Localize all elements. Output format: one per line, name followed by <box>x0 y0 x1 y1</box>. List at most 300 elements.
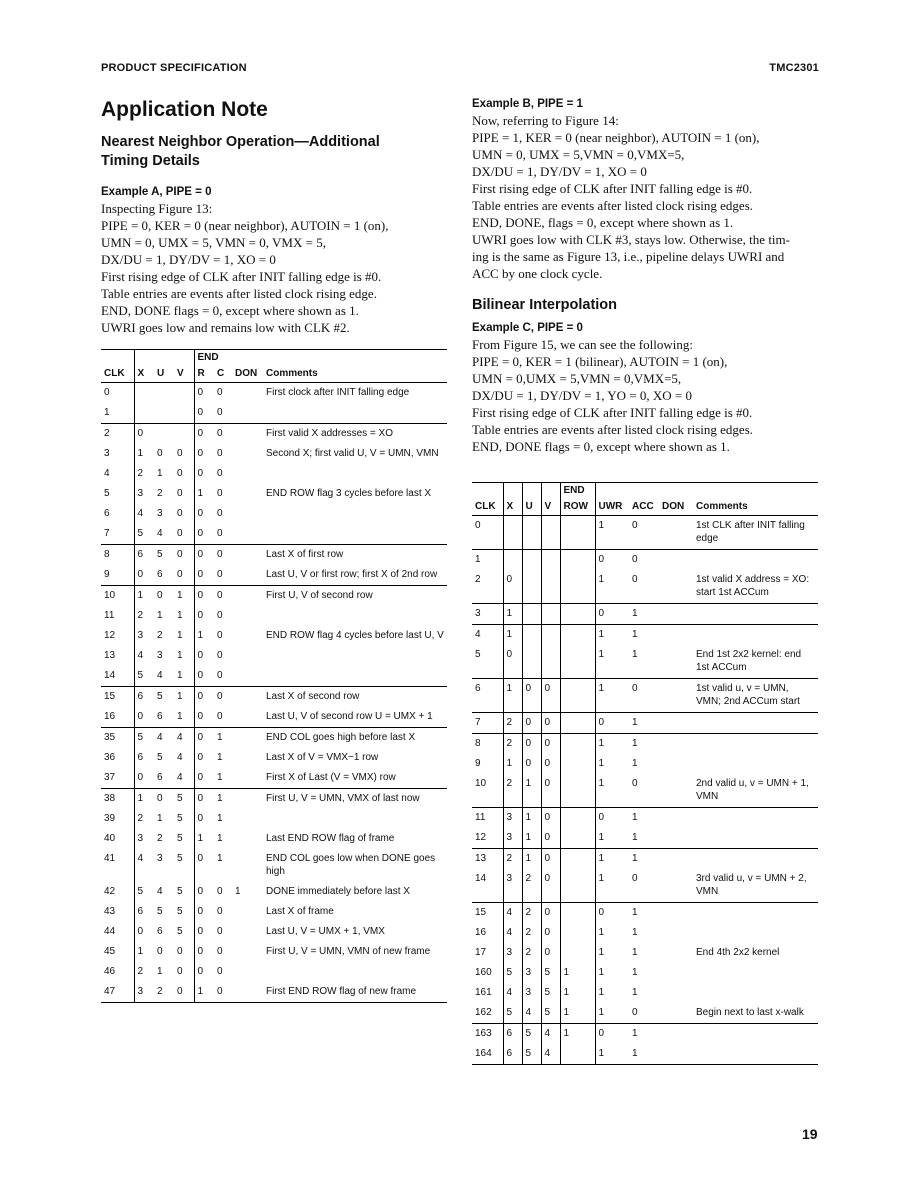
cell-x: 0 <box>134 424 154 445</box>
cell-u: 0 <box>157 946 163 957</box>
cell-u: 5 <box>522 1024 541 1045</box>
cell-comment: First U, V = UMN, VMX of last now <box>263 789 447 810</box>
column-header: ACC <box>629 499 659 516</box>
cell-u <box>522 604 541 625</box>
cell-don <box>232 768 263 789</box>
cell-comment: First clock after INIT falling edge <box>263 383 447 404</box>
cell-don <box>232 829 263 849</box>
cell-x: 6 <box>134 545 154 566</box>
cell-comment <box>693 828 818 849</box>
cell-clk: 39 <box>101 809 134 829</box>
cell-x: 0 <box>137 569 144 580</box>
cell-row: 1 <box>560 1024 595 1045</box>
cell-x: 4 <box>137 508 144 519</box>
cell-clk: 7 <box>101 524 134 545</box>
cell-don <box>659 828 693 849</box>
cell-acc: 1 <box>629 713 659 734</box>
cell-v: 0 <box>541 923 560 943</box>
cell-v: 0 <box>541 754 560 774</box>
cell-acc: 1 <box>629 734 659 755</box>
cell-comment: DONE immediately before last X <box>266 886 410 897</box>
cell-r: 0 <box>197 853 204 864</box>
table-row <box>101 922 447 942</box>
cell-acc: 1 <box>632 967 638 978</box>
cell-x: 1 <box>137 448 144 459</box>
cell-don <box>659 808 693 829</box>
cell-clk: 2 <box>472 570 503 604</box>
cell-r: 0 <box>194 687 214 708</box>
cell-comment: END COL goes high before last X <box>263 728 447 749</box>
cell-don <box>232 728 263 749</box>
cell-comment: Last END ROW flag of frame <box>266 833 395 844</box>
cell-uwr: 1 <box>595 679 629 713</box>
cell-row <box>560 923 595 943</box>
cell-u: 1 <box>522 774 541 808</box>
cell-u: 3 <box>157 853 163 864</box>
cell-v: 0 <box>174 444 194 464</box>
cell-clk: 161 <box>472 983 503 1003</box>
cell-clk: 162 <box>472 1003 503 1024</box>
example-c-heading: Example C, PIPE = 0 <box>472 322 583 334</box>
cell-comment <box>693 734 818 755</box>
cell-v: 0 <box>174 962 194 982</box>
cell-v <box>174 424 194 445</box>
cell-u: 6 <box>157 711 163 722</box>
cell-don <box>659 645 693 679</box>
cell-uwr: 1 <box>595 516 629 550</box>
column-header: U <box>522 499 541 516</box>
cell-r: 0 <box>194 424 214 445</box>
text-line: DX/DU = 1, DY/DV = 1, XO = 0 <box>101 252 276 267</box>
cell-v: 1 <box>174 586 194 607</box>
cell-clk: 10 <box>472 774 503 808</box>
cell-x: 6 <box>137 906 144 917</box>
cell-don <box>232 748 263 768</box>
cell-acc: 1 <box>629 808 659 829</box>
cell-don <box>659 849 693 870</box>
cell-u: 5 <box>157 906 163 917</box>
cell-clk: 2 <box>101 424 134 445</box>
cell-comment <box>693 604 818 625</box>
cell-clk: 13 <box>101 646 134 666</box>
cell-comment: END ROW flag 4 cycles before last U, V <box>266 630 444 641</box>
cell-v: 5 <box>174 789 194 810</box>
text-line: Table entries are events after listed clock rising edges. <box>472 422 754 437</box>
table-row <box>101 809 447 829</box>
text-line: UWRI goes low and remains low with CLK #2. <box>101 320 350 335</box>
cell-comment <box>693 923 818 943</box>
cell-v: 0 <box>541 808 560 829</box>
cell-x: 5 <box>137 886 144 897</box>
cell-clk: 11 <box>101 606 134 626</box>
cell-clk: 15 <box>101 687 134 708</box>
table-row <box>101 545 447 566</box>
cell-u: 0 <box>522 679 541 713</box>
cell-acc: 1 <box>629 625 659 646</box>
cell-clk: 16 <box>101 707 134 728</box>
cell-don <box>232 444 263 464</box>
cell-clk: 47 <box>101 982 134 1003</box>
cell-clk: 36 <box>101 748 134 768</box>
cell-c: 0 <box>214 687 232 708</box>
column-header: C <box>214 366 232 383</box>
cell-don <box>659 679 693 713</box>
cell-clk: 43 <box>101 902 134 922</box>
cell-r: 0 <box>197 670 204 681</box>
cell-don <box>232 606 263 626</box>
cell-clk: 0 <box>472 516 503 550</box>
cell-clk: 13 <box>472 849 503 870</box>
text-line: First rising edge of CLK after INIT falling edge is #0. <box>101 269 382 284</box>
cell-comment: Last U, V of second row U = UMX + 1 <box>266 711 433 722</box>
cell-clk: 1 <box>472 550 503 571</box>
cell-r: 0 <box>194 545 214 566</box>
cell-x: 4 <box>137 650 144 661</box>
cell-acc: 1 <box>632 832 638 843</box>
cell-r: 0 <box>194 586 214 607</box>
cell-v: 4 <box>174 728 194 749</box>
cell-v <box>541 570 560 604</box>
cell-x <box>503 550 522 571</box>
cell-uwr: 1 <box>595 1044 629 1065</box>
cell-v: 1 <box>174 606 194 626</box>
cell-clk: 4 <box>472 625 503 646</box>
cell-uwr: 1 <box>598 758 605 769</box>
cell-c: 0 <box>217 906 223 917</box>
cell-x: 3 <box>137 488 144 499</box>
cell-u <box>154 383 174 404</box>
cell-don <box>232 942 263 962</box>
cell-clk: 14 <box>101 666 134 687</box>
cell-uwr: 0 <box>595 1024 629 1045</box>
cell-u: 2 <box>522 923 541 943</box>
cell-clk: 6 <box>472 679 503 713</box>
cell-u: 3 <box>522 963 541 983</box>
cell-don <box>659 734 693 755</box>
cell-v: 5 <box>541 1003 560 1024</box>
cell-row <box>560 713 595 734</box>
table-row <box>101 484 447 504</box>
cell-u: 5 <box>522 1044 541 1065</box>
cell-r: 0 <box>197 468 204 479</box>
cell-clk: 9 <box>472 754 503 774</box>
cell-x: 6 <box>134 687 154 708</box>
cell-acc: 1 <box>629 903 659 924</box>
cell-uwr: 1 <box>598 832 605 843</box>
end-group-header: END <box>194 350 263 367</box>
cell-clk: 1 <box>101 403 134 424</box>
cell-uwr: 1 <box>595 849 629 870</box>
text-line: First rising edge of CLK after INIT falling edge is #0. <box>472 405 753 420</box>
cell-v <box>541 516 560 550</box>
cell-x: 0 <box>137 772 144 783</box>
cell-x: 2 <box>137 468 144 479</box>
cell-comment: Last X of first row <box>263 545 447 566</box>
cell-clk: 46 <box>101 962 134 982</box>
cell-x: 2 <box>503 734 522 755</box>
cell-clk: 41 <box>101 849 134 882</box>
cell-acc: 0 <box>629 516 659 550</box>
cell-acc: 0 <box>632 574 638 585</box>
cell-row <box>560 570 595 604</box>
cell-comment <box>693 903 818 924</box>
table-row <box>472 754 818 774</box>
cell-don <box>232 849 263 882</box>
cell-comment <box>263 962 447 982</box>
cell-u: 0 <box>522 754 541 774</box>
cell-don: 1 <box>235 886 241 897</box>
cell-row <box>560 516 595 550</box>
cell-comment <box>693 983 818 1003</box>
cell-clk: 3 <box>472 604 503 625</box>
cell-x: 5 <box>137 528 144 539</box>
cell-x: 1 <box>134 586 154 607</box>
cell-r: 1 <box>197 630 204 641</box>
table-row <box>101 504 447 524</box>
table-row <box>472 734 818 755</box>
table-row <box>472 1024 818 1045</box>
cell-v: 0 <box>174 484 194 504</box>
cell-don <box>232 707 263 728</box>
cell-comment <box>263 464 447 484</box>
text-line: END, DONE flags = 0, except where shown as 1. <box>101 303 359 318</box>
cell-don <box>659 713 693 734</box>
example-b-heading: Example B, PIPE = 1 <box>472 98 583 110</box>
cell-u: 2 <box>157 488 163 499</box>
table-row <box>472 550 818 571</box>
text-line: From Figure 15, we can see the following: <box>472 337 693 352</box>
cell-v: 4 <box>174 748 194 768</box>
cell-r: 0 <box>197 906 204 917</box>
cell-uwr: 1 <box>598 947 605 958</box>
text-line: Table entries are events after listed clock rising edge. <box>101 286 377 301</box>
cell-x: 3 <box>137 833 144 844</box>
cell-c: 1 <box>217 853 223 864</box>
cell-c: 0 <box>217 610 223 621</box>
cell-u: 2 <box>522 903 541 924</box>
cell-comment <box>263 504 447 524</box>
cell-v: 0 <box>541 828 560 849</box>
cell-r: 0 <box>197 752 204 763</box>
cell-acc: 0 <box>629 550 659 571</box>
text-line: PIPE = 0, KER = 1 (bilinear), AUTOIN = 1 (on), <box>472 354 728 369</box>
table-row <box>472 516 818 550</box>
cell-x: 1 <box>503 625 522 646</box>
cell-comment: End 4th 2x2 kernel <box>696 947 780 958</box>
cell-x: 3 <box>137 630 144 641</box>
cell-r: 0 <box>197 966 204 977</box>
cell-x: 2 <box>137 813 144 824</box>
cell-clk: 45 <box>101 942 134 962</box>
cell-x: 1 <box>503 604 522 625</box>
cell-row <box>560 625 595 646</box>
cell-clk: 164 <box>472 1044 503 1065</box>
cell-c: 1 <box>217 833 223 844</box>
text-line: PIPE = 1, KER = 0 (near neighbor), AUTOIN = 1 (on), <box>472 130 760 145</box>
cell-r: 0 <box>197 407 204 418</box>
cell-u: 6 <box>157 569 163 580</box>
cell-u: 4 <box>522 1003 541 1024</box>
table-row <box>472 983 818 1003</box>
table-row <box>472 849 818 870</box>
table-row <box>472 828 818 849</box>
cell-x: 6 <box>503 1024 522 1045</box>
cell-comment <box>693 754 818 774</box>
cell-uwr: 1 <box>595 625 629 646</box>
cell-clk: 5 <box>472 645 503 679</box>
cell-acc: 0 <box>632 873 638 884</box>
column-header: Comments <box>693 499 818 516</box>
cell-don <box>232 982 263 1003</box>
cell-clk: 40 <box>101 829 134 849</box>
table-row <box>472 963 818 983</box>
cell-clk: 42 <box>101 882 134 902</box>
cell-clk: 0 <box>101 383 134 404</box>
cell-v: 0 <box>541 713 560 734</box>
cell-x: 6 <box>137 752 144 763</box>
cell-comment: First X of Last (V = VMX) row <box>266 772 396 783</box>
cell-c: 0 <box>214 982 232 1003</box>
cell-clk: 160 <box>472 963 503 983</box>
cell-u: 4 <box>154 728 174 749</box>
cell-don <box>659 570 693 604</box>
cell-comment: Last U, V = UMX + 1, VMX <box>266 926 385 937</box>
cell-u <box>522 625 541 646</box>
example-c-text <box>472 336 818 455</box>
cell-uwr: 1 <box>598 873 605 884</box>
cell-u: 3 <box>522 983 541 1003</box>
cell-comment <box>693 713 818 734</box>
cell-don <box>232 545 263 566</box>
table-row <box>472 645 818 679</box>
cell-comment <box>693 849 818 870</box>
cell-clk: 163 <box>472 1024 503 1045</box>
table-row <box>101 882 447 902</box>
cell-don <box>232 504 263 524</box>
cell-row: 1 <box>560 983 595 1003</box>
cell-u: 2 <box>522 943 541 963</box>
cell-v: 0 <box>541 903 560 924</box>
table-row <box>472 808 818 829</box>
column-header: V <box>541 499 560 516</box>
cell-v <box>541 625 560 646</box>
table-row <box>101 942 447 962</box>
cell-x: 2 <box>137 966 144 977</box>
table-row <box>472 604 818 625</box>
cell-r: 0 <box>197 650 204 661</box>
table-row <box>101 586 447 607</box>
table-row <box>101 524 447 545</box>
cell-row: 1 <box>560 1003 595 1024</box>
cell-don <box>659 754 693 774</box>
cell-r: 0 <box>194 383 214 404</box>
cell-u: 0 <box>154 789 174 810</box>
table-row <box>101 962 447 982</box>
cell-x: 3 <box>503 869 522 903</box>
cell-v <box>174 383 194 404</box>
cell-x: 2 <box>503 849 522 870</box>
cell-c: 1 <box>217 813 223 824</box>
text-line: ACC by one clock cycle. <box>472 266 603 281</box>
cell-x: 2 <box>503 713 522 734</box>
cell-u: 0 <box>522 734 541 755</box>
cell-v: 1 <box>174 666 194 687</box>
example-b-text <box>472 112 818 282</box>
cell-r: 0 <box>197 926 204 937</box>
cell-v: 0 <box>174 982 194 1003</box>
column-header: X <box>134 366 154 383</box>
cell-x: 5 <box>503 963 522 983</box>
cell-clk: 38 <box>101 789 134 810</box>
cell-x: 3 <box>503 828 522 849</box>
cell-v: 0 <box>541 943 560 963</box>
column-header: V <box>174 366 194 383</box>
table-row <box>472 903 818 924</box>
cell-clk: 9 <box>101 565 134 586</box>
text-line: PIPE = 0, KER = 0 (near neighbor), AUTOIN = 1 (on), <box>101 218 389 233</box>
cell-u: 5 <box>157 752 163 763</box>
cell-comment: Last X of second row <box>263 687 447 708</box>
column-header: X <box>503 499 522 516</box>
cell-x: 1 <box>137 946 144 957</box>
cell-v: 4 <box>541 1024 560 1045</box>
cell-v: 0 <box>174 545 194 566</box>
cell-comment <box>693 963 818 983</box>
table-row <box>472 943 818 963</box>
cell-comment: END COL goes low when DONE goes high <box>266 853 436 877</box>
cell-don <box>232 524 263 545</box>
cell-v <box>174 403 194 424</box>
cell-clk: 37 <box>101 768 134 789</box>
cell-c: 0 <box>217 569 223 580</box>
cell-u: 5 <box>154 687 174 708</box>
cell-acc: 1 <box>632 927 638 938</box>
cell-acc: 1 <box>632 947 638 958</box>
cell-row <box>560 754 595 774</box>
cell-c: 0 <box>217 468 223 479</box>
cell-v: 4 <box>541 1044 560 1065</box>
cell-c: 1 <box>217 752 223 763</box>
cell-v: 5 <box>541 983 560 1003</box>
column-header: UWR <box>595 499 629 516</box>
cell-x <box>134 403 154 424</box>
text-line: UWRI goes low with CLK #3, stays low. Otherwise, the tim- <box>472 232 790 247</box>
cell-x: 4 <box>503 983 522 1003</box>
column-header: Comments <box>263 366 447 383</box>
cell-v: 0 <box>174 504 194 524</box>
cell-clk: 16 <box>472 923 503 943</box>
column-header: CLK <box>101 366 134 383</box>
cell-c: 0 <box>217 508 223 519</box>
cell-v: 5 <box>174 809 194 829</box>
cell-clk: 10 <box>101 586 134 607</box>
cell-c: 0 <box>217 448 223 459</box>
cell-x: 1 <box>503 679 522 713</box>
cell-comment: Begin next to last x-walk <box>696 1007 804 1018</box>
cell-v: 0 <box>174 942 194 962</box>
table-row <box>101 383 447 404</box>
cell-comment <box>263 666 447 687</box>
cell-clk: 3 <box>101 444 134 464</box>
cell-v: 0 <box>541 849 560 870</box>
cell-u: 2 <box>154 982 174 1003</box>
cell-v: 1 <box>174 626 194 646</box>
cell-r: 0 <box>194 728 214 749</box>
running-header-right: TMC2301 <box>769 62 819 74</box>
example-a-heading: Example A, PIPE = 0 <box>101 186 212 198</box>
cell-u: 4 <box>157 528 163 539</box>
cell-don <box>659 869 693 903</box>
